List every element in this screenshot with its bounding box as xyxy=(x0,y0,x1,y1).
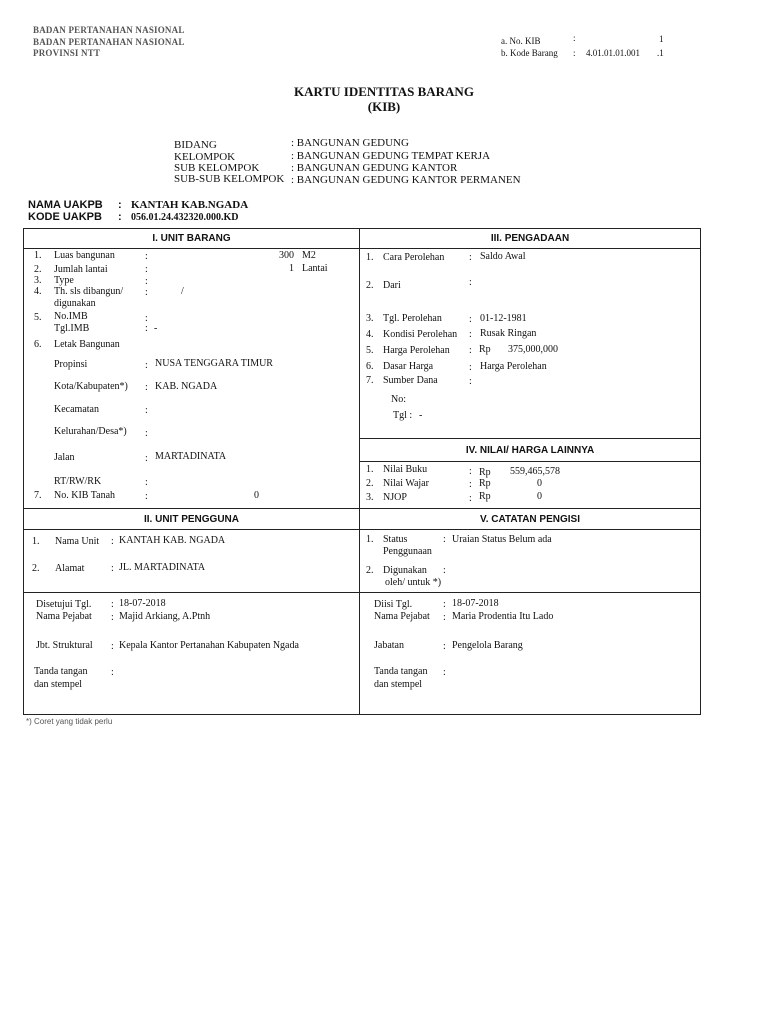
s3-row1-label: Cara Perolehan xyxy=(383,252,445,263)
kib-tanah-value: 0 xyxy=(254,490,259,501)
s4-row2-value: 0 xyxy=(537,478,542,489)
s4-row1-label: Nilai Buku xyxy=(383,464,428,475)
ttd-left-label2: dan stempel xyxy=(34,679,83,690)
kode-barang-label: b. Kode Barang xyxy=(501,48,558,58)
jabatan-colon: : xyxy=(443,641,446,652)
s5-row1-label: Status xyxy=(383,534,408,545)
s1-row5b-label: Tgl.IMB xyxy=(54,323,90,334)
diisi-label: Diisi Tgl. xyxy=(374,599,413,610)
s1-row3-label: Type xyxy=(54,275,74,286)
s1-row1-colon: : xyxy=(145,251,148,262)
s1-row2-colon: : xyxy=(145,264,148,275)
s2-row2-label: Alamat xyxy=(55,563,85,574)
s1-row5-label: No.IMB xyxy=(54,311,88,322)
no-kib-value: 1 xyxy=(659,34,664,44)
s3-row5-no: 5. xyxy=(366,345,374,356)
document-subtitle: (KIB) xyxy=(367,99,401,114)
s5-row1-value: Uraian Status Belum ada xyxy=(452,534,552,545)
s2-row1-value: KANTAH KAB. NGADA xyxy=(119,535,226,546)
document-title: KARTU IDENTITAS BARANG xyxy=(294,84,474,99)
disetujui-value: 18-07-2018 xyxy=(119,598,166,609)
sumber-dana-no-label: No: xyxy=(391,394,406,405)
s4-row2-label: Nilai Wajar xyxy=(383,478,429,489)
institution-line-2: BADAN PERTANAHAN NASIONAL xyxy=(33,37,185,47)
s2-row2-no: 2. xyxy=(32,563,40,574)
jalan-colon: : xyxy=(145,453,148,464)
s5-row1-label2: Penggunaan xyxy=(383,546,432,557)
footnote: *) Coret yang tidak perlu xyxy=(26,717,113,726)
kode-uakpb-value: 056.01.24.432320.000.KD xyxy=(131,212,239,223)
s5-row2-label2: oleh/ untuk *) xyxy=(385,577,442,588)
pejabat-right-colon: : xyxy=(443,612,446,623)
kota-colon: : xyxy=(145,382,148,393)
s4-row1-no: 1. xyxy=(366,464,374,475)
kelompok-label: KELOMPOK xyxy=(174,151,236,163)
diisi-colon: : xyxy=(443,599,446,610)
s5-row2-no: 2. xyxy=(366,565,374,576)
kota-value: KAB. NGADA xyxy=(155,381,218,392)
s3-row5-label: Harga Perolehan xyxy=(383,345,450,356)
sub-sub-kelompok-label: SUB-SUB KELOMPOK xyxy=(174,173,285,185)
s3-row4-value: Rusak Ringan xyxy=(480,328,537,339)
s3-row6-label: Dasar Harga xyxy=(383,361,434,372)
ttd-right-label2: dan stempel xyxy=(374,679,423,690)
rtrw-label: RT/RW/RK xyxy=(54,476,102,487)
s4-row1-currency: Rp xyxy=(479,467,491,478)
s3-row1-no: 1. xyxy=(366,252,374,263)
s1-row4-label2: digunakan xyxy=(54,298,96,309)
institution-line-3: PROVINSI NTT xyxy=(33,48,101,58)
jbt-struktural-value: Kepala Kantor Pertanahan Kabupaten Ngada xyxy=(119,640,299,651)
s1-row1-unit: M2 xyxy=(302,250,316,261)
s5-row2-colon: : xyxy=(443,565,446,576)
s1-row3-colon: : xyxy=(145,276,148,287)
sub-kelompok-value: : BANGUNAN GEDUNG KANTOR xyxy=(291,162,458,174)
kelurahan-label: Kelurahan/Desa*) xyxy=(54,426,127,437)
s3-row7-label: Sumber Dana xyxy=(383,375,438,386)
s3-row5-currency: Rp xyxy=(479,344,491,355)
kode-barang-value: 4.01.01.01.001 xyxy=(586,48,640,58)
s1-row5-no: 5. xyxy=(34,312,42,323)
section-unit-pengguna-title: II. UNIT PENGGUNA xyxy=(143,514,239,525)
s3-row3-value: 01-12-1981 xyxy=(480,313,527,324)
bidang-value: : BANGUNAN GEDUNG xyxy=(291,137,409,149)
s4-row3-currency: Rp xyxy=(479,491,491,502)
s4-row1-value: 559,465,578 xyxy=(510,466,560,477)
s3-row2-label: Dari xyxy=(383,280,401,291)
kode-barang-colon: : xyxy=(573,48,576,58)
divider-section4-top xyxy=(360,438,700,439)
kode-uakpb-label: KODE UAKPB xyxy=(28,211,102,223)
nama-uakpb-value: KANTAH KAB.NGADA xyxy=(131,199,249,211)
s4-row3-colon: : xyxy=(469,493,472,504)
jalan-label: Jalan xyxy=(54,452,75,463)
nama-uakpb-label: NAMA UAKPB xyxy=(28,199,103,211)
s1-row5b-colon: : xyxy=(145,323,148,334)
ttd-right-label: Tanda tangan xyxy=(374,666,428,677)
s1-row2-label: Jumlah lantai xyxy=(54,264,108,275)
s1-row6-label: Letak Bangunan xyxy=(54,339,120,350)
nama-uakpb-colon: : xyxy=(118,199,122,211)
propinsi-label: Propinsi xyxy=(54,359,88,370)
center-divider xyxy=(359,229,360,714)
jbt-struktural-colon: : xyxy=(111,641,114,652)
kota-label: Kota/Kabupaten*) xyxy=(54,381,128,392)
s5-row1-colon: : xyxy=(443,534,446,545)
s4-row3-no: 3. xyxy=(366,492,374,503)
s3-row2-colon: : xyxy=(469,277,472,288)
s4-row2-colon: : xyxy=(469,479,472,490)
sumber-dana-tgl-value: - xyxy=(419,410,423,421)
divider-section2-header xyxy=(24,529,700,530)
sub-kelompok-label: SUB KELOMPOK xyxy=(174,162,260,174)
s3-row6-no: 6. xyxy=(366,361,374,372)
kelurahan-colon: : xyxy=(145,428,148,439)
s1-row2-no: 2. xyxy=(34,264,42,275)
jabatan-value: Pengelola Barang xyxy=(452,640,523,651)
sub-sub-kelompok-value: : BANGUNAN GEDUNG KANTOR PERMANEN xyxy=(291,174,521,186)
s3-row1-colon: : xyxy=(469,252,472,263)
divider-top xyxy=(24,248,700,249)
s3-row6-colon: : xyxy=(469,362,472,373)
pejabat-left-value: Majid Arkiang, A.Ptnh xyxy=(119,611,211,622)
s3-row4-no: 4. xyxy=(366,329,374,340)
s3-row3-colon: : xyxy=(469,314,472,325)
s3-row4-colon: : xyxy=(469,329,472,340)
kib-tanah-no: 7. xyxy=(34,490,42,501)
kib-tanah-label: No. KIB Tanah xyxy=(54,490,116,501)
s1-row3-no: 3. xyxy=(34,275,42,286)
s5-row1-no: 1. xyxy=(366,534,374,545)
kode-barang-suffix: .1 xyxy=(657,48,664,58)
s4-row1-colon: : xyxy=(469,466,472,477)
s3-row4-label: Kondisi Perolehan xyxy=(383,329,458,340)
jabatan-label: Jabatan xyxy=(374,640,404,651)
pejabat-left-colon: : xyxy=(111,612,114,623)
s1-row5-colon: : xyxy=(145,313,148,324)
propinsi-colon: : xyxy=(145,360,148,371)
disetujui-label: Disetujui Tgl. xyxy=(36,599,92,610)
s3-row5-value: 375,000,000 xyxy=(508,344,558,355)
pejabat-right-label: Nama Pejabat xyxy=(374,611,430,622)
s1-row1-value: 300 xyxy=(279,250,294,261)
s1-row4-colon: : xyxy=(145,287,148,298)
section-unit-barang-title: I. UNIT BARANG xyxy=(152,233,231,244)
diisi-value: 18-07-2018 xyxy=(452,598,499,609)
propinsi-value: NUSA TENGGARA TIMUR xyxy=(155,358,273,369)
s2-row2-value: JL. MARTADINATA xyxy=(119,562,206,573)
kib-tanah-colon: : xyxy=(145,491,148,502)
jbt-struktural-label: Jbt. Struktural xyxy=(36,640,93,651)
divider-section4-header xyxy=(360,461,700,462)
no-kib-label: a. No. KIB xyxy=(501,36,541,46)
s2-row2-colon: : xyxy=(111,563,114,574)
pejabat-left-label: Nama Pejabat xyxy=(36,611,92,622)
s4-row2-no: 2. xyxy=(366,478,374,489)
s3-row1-value: Saldo Awal xyxy=(480,251,526,262)
no-kib-colon: : xyxy=(573,33,576,43)
s1-row2-value: 1 xyxy=(289,263,294,274)
s3-row3-no: 3. xyxy=(366,313,374,324)
s4-row2-currency: Rp xyxy=(479,478,491,489)
bidang-label: BIDANG xyxy=(174,139,217,151)
s4-row3-value: 0 xyxy=(537,491,542,502)
s2-row1-label: Nama Unit xyxy=(55,536,100,547)
kecamatan-label: Kecamatan xyxy=(54,404,99,415)
s2-row1-colon: : xyxy=(111,536,114,547)
s1-row5b-value: - xyxy=(154,323,158,334)
section-pengadaan-title: III. PENGADAAN xyxy=(490,233,570,244)
section-nilai-title: IV. NILAI/ HARGA LAINNYA xyxy=(465,445,595,456)
s5-row2-label: Digunakan xyxy=(383,565,427,576)
s1-row4-label: Th. sls dibangun/ xyxy=(54,286,124,297)
rtrw-colon: : xyxy=(145,477,148,488)
institution-line-1: BADAN PERTANAHAN NASIONAL xyxy=(33,25,185,35)
s2-row1-no: 1. xyxy=(32,536,40,547)
kelompok-value: : BANGUNAN GEDUNG TEMPAT KERJA xyxy=(291,150,491,162)
s3-row3-label: Tgl. Perolehan xyxy=(383,313,442,324)
ttd-right-colon: : xyxy=(443,667,446,678)
s1-row1-label: Luas bangunan xyxy=(54,250,115,261)
s1-row6-no: 6. xyxy=(34,339,42,350)
ttd-left-label: Tanda tangan xyxy=(34,666,88,677)
s1-row4-no: 4. xyxy=(34,286,42,297)
divider-sign xyxy=(24,592,700,593)
s3-row6-value: Harga Perolehan xyxy=(480,361,547,372)
disetujui-colon: : xyxy=(111,599,114,610)
ttd-left-colon: : xyxy=(111,667,114,678)
jalan-value: MARTADINATA xyxy=(155,451,227,462)
s3-row5-colon: : xyxy=(469,345,472,356)
sumber-dana-tgl-label: Tgl : xyxy=(393,410,413,421)
s1-row4-value: / xyxy=(181,286,184,297)
s3-row7-colon: : xyxy=(469,376,472,387)
s1-row1-no: 1. xyxy=(34,250,42,261)
s1-row2-unit: Lantai xyxy=(302,263,328,274)
s3-row7-no: 7. xyxy=(366,375,374,386)
divider-middle xyxy=(24,508,700,509)
s4-row3-label: NJOP xyxy=(383,492,407,503)
kecamatan-colon: : xyxy=(145,405,148,416)
kode-uakpb-colon: : xyxy=(118,211,122,223)
section-catatan-title: V. CATATAN PENGISI xyxy=(479,514,580,525)
s3-row2-no: 2. xyxy=(366,280,374,291)
pejabat-right-value: Maria Prodentia Itu Lado xyxy=(452,611,554,622)
